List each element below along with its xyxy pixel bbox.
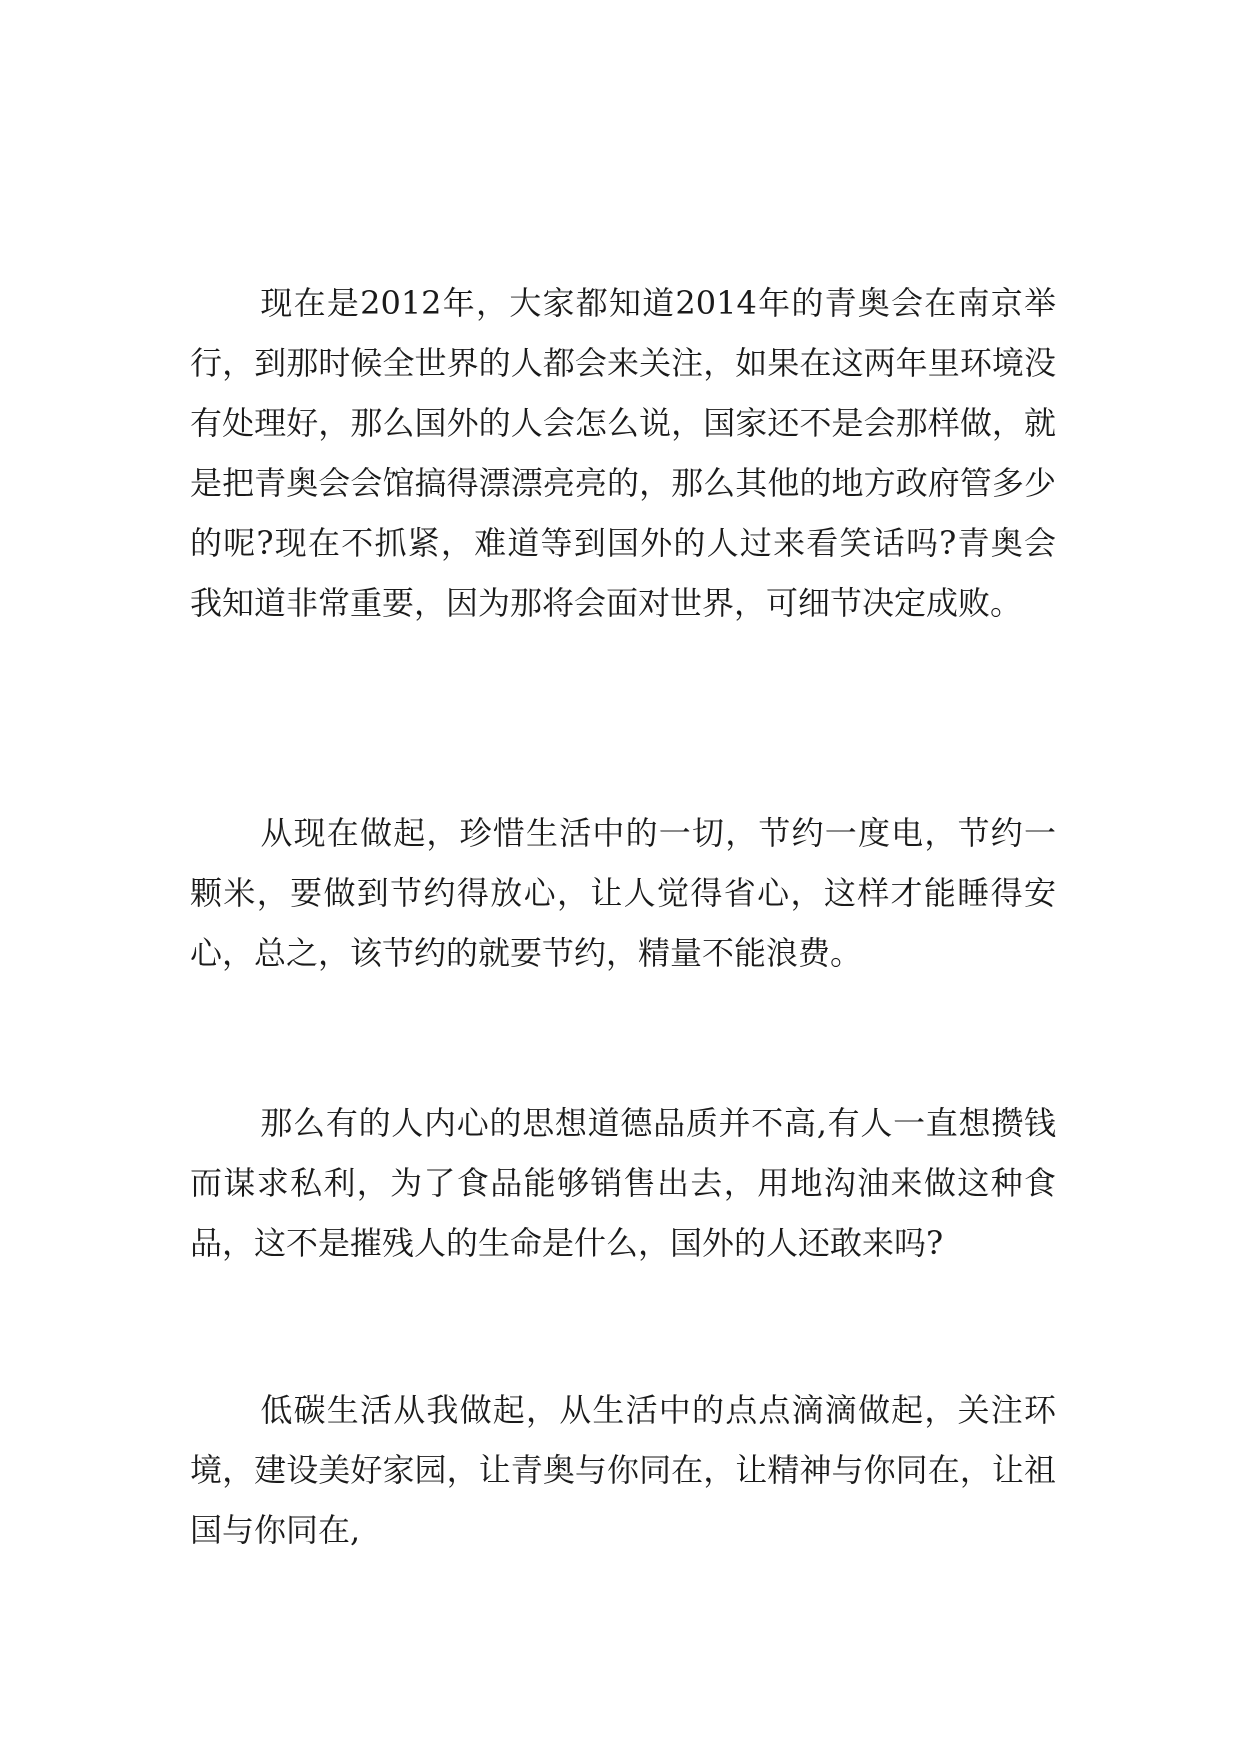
paragraph: 现在是2012年，大家都知道2014年的青奥会在南京举行，到那时候全世界的人都会来关注，如果在这两年里环境没有处理好，那么国外的人会怎么说，国家还不是会那样做，就是把青奥会会馆搞得漂漂亮亮的，那么其他的地方政府管多少的呢?现在不抓紧，难道等到国外的人过来看笑话吗?青奥会我知道非常重要，因为那将会面对世界，可细节决定成败。 (190, 284, 1056, 622)
paragraph: 低碳生活从我做起，从生活中的点点滴滴做起，关注环境，建设美好家园，让青奥与你同在，让精神与你同在，让祖国与你同在, (190, 1391, 1056, 1549)
paragraph: 那么有的人内心的思想道德品质并不高,有人一直想攒钱而谋求私利，为了食品能够销售出去，用地沟油来做这种食品，这不是摧残人的生命是什么，国外的人还敢来吗? (190, 1104, 1056, 1262)
paragraph: 从现在做起，珍惜生活中的一切，节约一度电，节约一颗米，要做到节约得放心，让人觉得省心，这样才能睡得安心，总之，该节约的就要节约，精量不能浪费。 (190, 814, 1056, 972)
